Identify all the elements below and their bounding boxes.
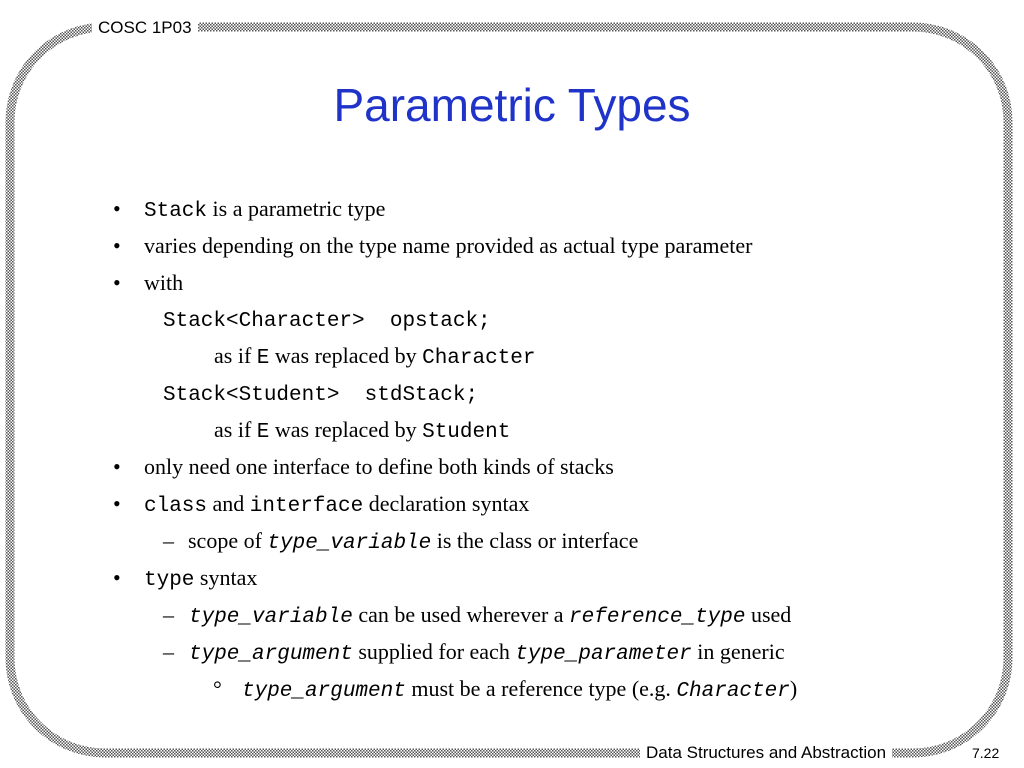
code-text: type_argument (189, 643, 353, 666)
page-number: 7.22 (968, 744, 1003, 762)
item-text: is a parametric type (207, 196, 386, 221)
bullet-icon: • (113, 196, 121, 221)
bullet-item (144, 452, 614, 482)
dash-icon: – (163, 602, 174, 627)
item-text: in generic (691, 639, 785, 664)
code-text: interface (249, 495, 364, 518)
item-text: can be used wherever a (352, 602, 570, 627)
bullet-icon: • (113, 454, 121, 479)
bullet-icon: • (113, 565, 121, 590)
sub-item (188, 526, 638, 559)
code-text: type_parameter (515, 643, 692, 666)
code-text: E (256, 347, 270, 370)
code-text: Stack<Character> opstack; (163, 310, 491, 333)
item-text: is the class or interface (431, 528, 639, 553)
code-text: type_argument (242, 680, 406, 703)
item-text: with (144, 270, 184, 295)
item-text: and (207, 491, 250, 516)
sub-item (214, 341, 536, 374)
item-text: varies depending on the type name provided as actual type parameter (144, 233, 753, 258)
degree-bullet-icon: ° (213, 676, 222, 701)
bullet-item (144, 489, 529, 522)
item-text: scope of (188, 528, 268, 553)
bullet-item (144, 563, 257, 596)
item-text: only need one interface to define both kinds of stacks (144, 454, 614, 479)
bullet-icon: • (113, 233, 121, 258)
bullet-item (144, 194, 385, 227)
item-text: was replaced by (269, 343, 423, 368)
bullet-item (144, 231, 752, 261)
item-text: must be a reference type (e.g. (405, 676, 677, 701)
code-line (163, 378, 478, 411)
item-text: as if (214, 417, 257, 442)
item-text: supplied for each (352, 639, 516, 664)
item-text: used (745, 602, 792, 627)
code-text: type_variable (189, 606, 353, 629)
bullet-item (144, 268, 183, 298)
bullet-icon: • (113, 270, 121, 295)
dash-icon: – (163, 639, 174, 664)
slide-title: Parametric Types (333, 79, 691, 131)
code-text: E (256, 421, 270, 444)
footer-title: Data Structures and Abstraction (640, 742, 892, 764)
dash-icon: – (163, 528, 174, 553)
item-text: was replaced by (269, 417, 423, 442)
code-line (163, 304, 491, 337)
code-text: Character (676, 680, 790, 703)
sub-item (189, 637, 785, 670)
sub-item (214, 415, 510, 448)
course-label: COSC 1P03 (92, 17, 198, 39)
item-text: declaration syntax (363, 491, 530, 516)
item-text: as if (214, 343, 257, 368)
code-text: type (144, 569, 195, 592)
sub-item (189, 600, 791, 633)
code-text: class (144, 495, 208, 518)
code-text: Stack<Student> stdStack; (163, 384, 479, 407)
bullet-icon: • (113, 491, 121, 516)
item-text: syntax (194, 565, 258, 590)
code-text: Character (422, 347, 536, 370)
code-text: type_variable (267, 532, 432, 555)
code-text: reference_type (569, 606, 746, 629)
sub-sub-item (242, 674, 797, 707)
code-text: Student (422, 421, 511, 444)
item-text: ) (789, 676, 798, 701)
code-text: Stack (144, 200, 208, 223)
